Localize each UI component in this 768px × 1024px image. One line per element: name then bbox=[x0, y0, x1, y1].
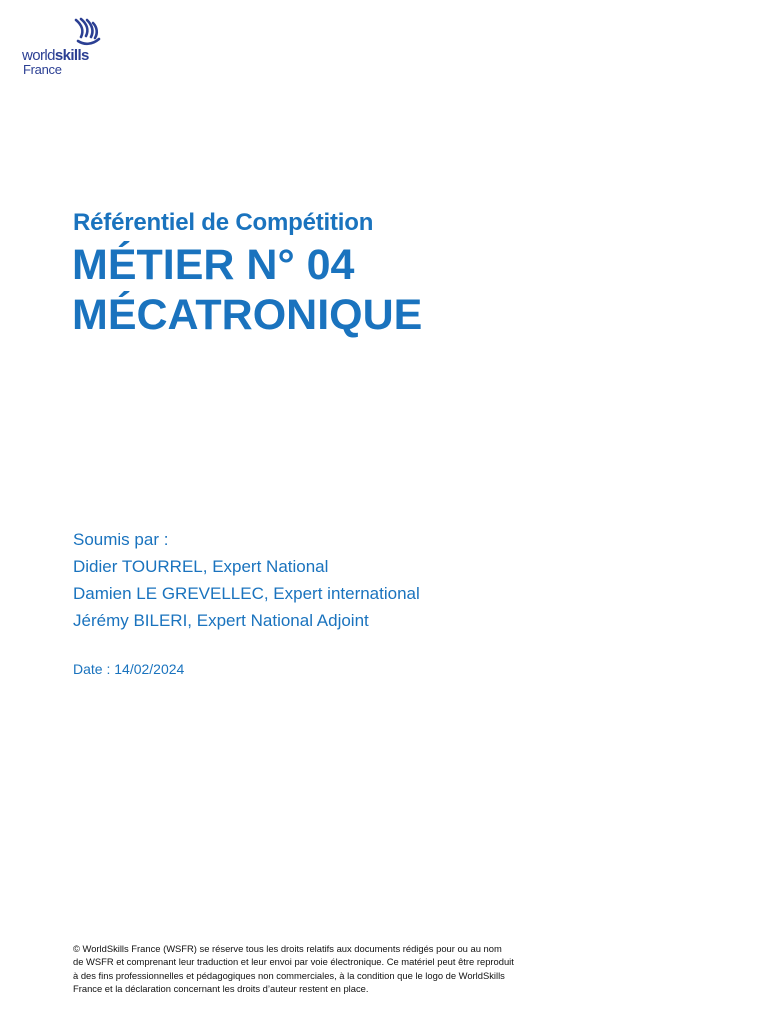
document-title bbox=[72, 240, 422, 340]
author-line: Damien LE GREVELLEC, Expert international bbox=[73, 584, 420, 603]
worldskills-france-logo bbox=[22, 17, 112, 79]
document-date: Date : 14/02/2024 bbox=[73, 661, 185, 677]
logo-wordmark: worldskills bbox=[22, 47, 89, 64]
author-line: Didier TOURREL, Expert National bbox=[73, 557, 329, 576]
copyright-line: France et la déclaration concernant les droits d’auteur restent en place. bbox=[73, 983, 369, 995]
copyright-notice bbox=[73, 942, 573, 996]
logo-country: France bbox=[23, 62, 62, 77]
document-subtitle: Référentiel de Compétition bbox=[73, 209, 374, 236]
title-line-2: MÉCATRONIQUE bbox=[72, 291, 423, 339]
title-line-1: MÉTIER N° 04 bbox=[72, 241, 355, 289]
copyright-line: © WorldSkills France (WSFR) se réserve tous les droits relatifs aux documents rédigés pour ou au nom bbox=[73, 943, 502, 954]
submitted-by-block bbox=[73, 526, 420, 634]
author-line: Jérémy BILERI, Expert National Adjoint bbox=[73, 611, 369, 630]
copyright-line: de WSFR et comprenant leur traduction et leur envoi par voie électronique. Ce matériel peut être reproduit bbox=[73, 956, 514, 968]
worldskills-hands-icon bbox=[72, 17, 102, 47]
copyright-line: à des fins professionnelles et pédagogiques non commerciales, à la condition que le logo de WorldSkills bbox=[73, 969, 505, 981]
submitted-label: Soumis par : bbox=[73, 530, 169, 549]
